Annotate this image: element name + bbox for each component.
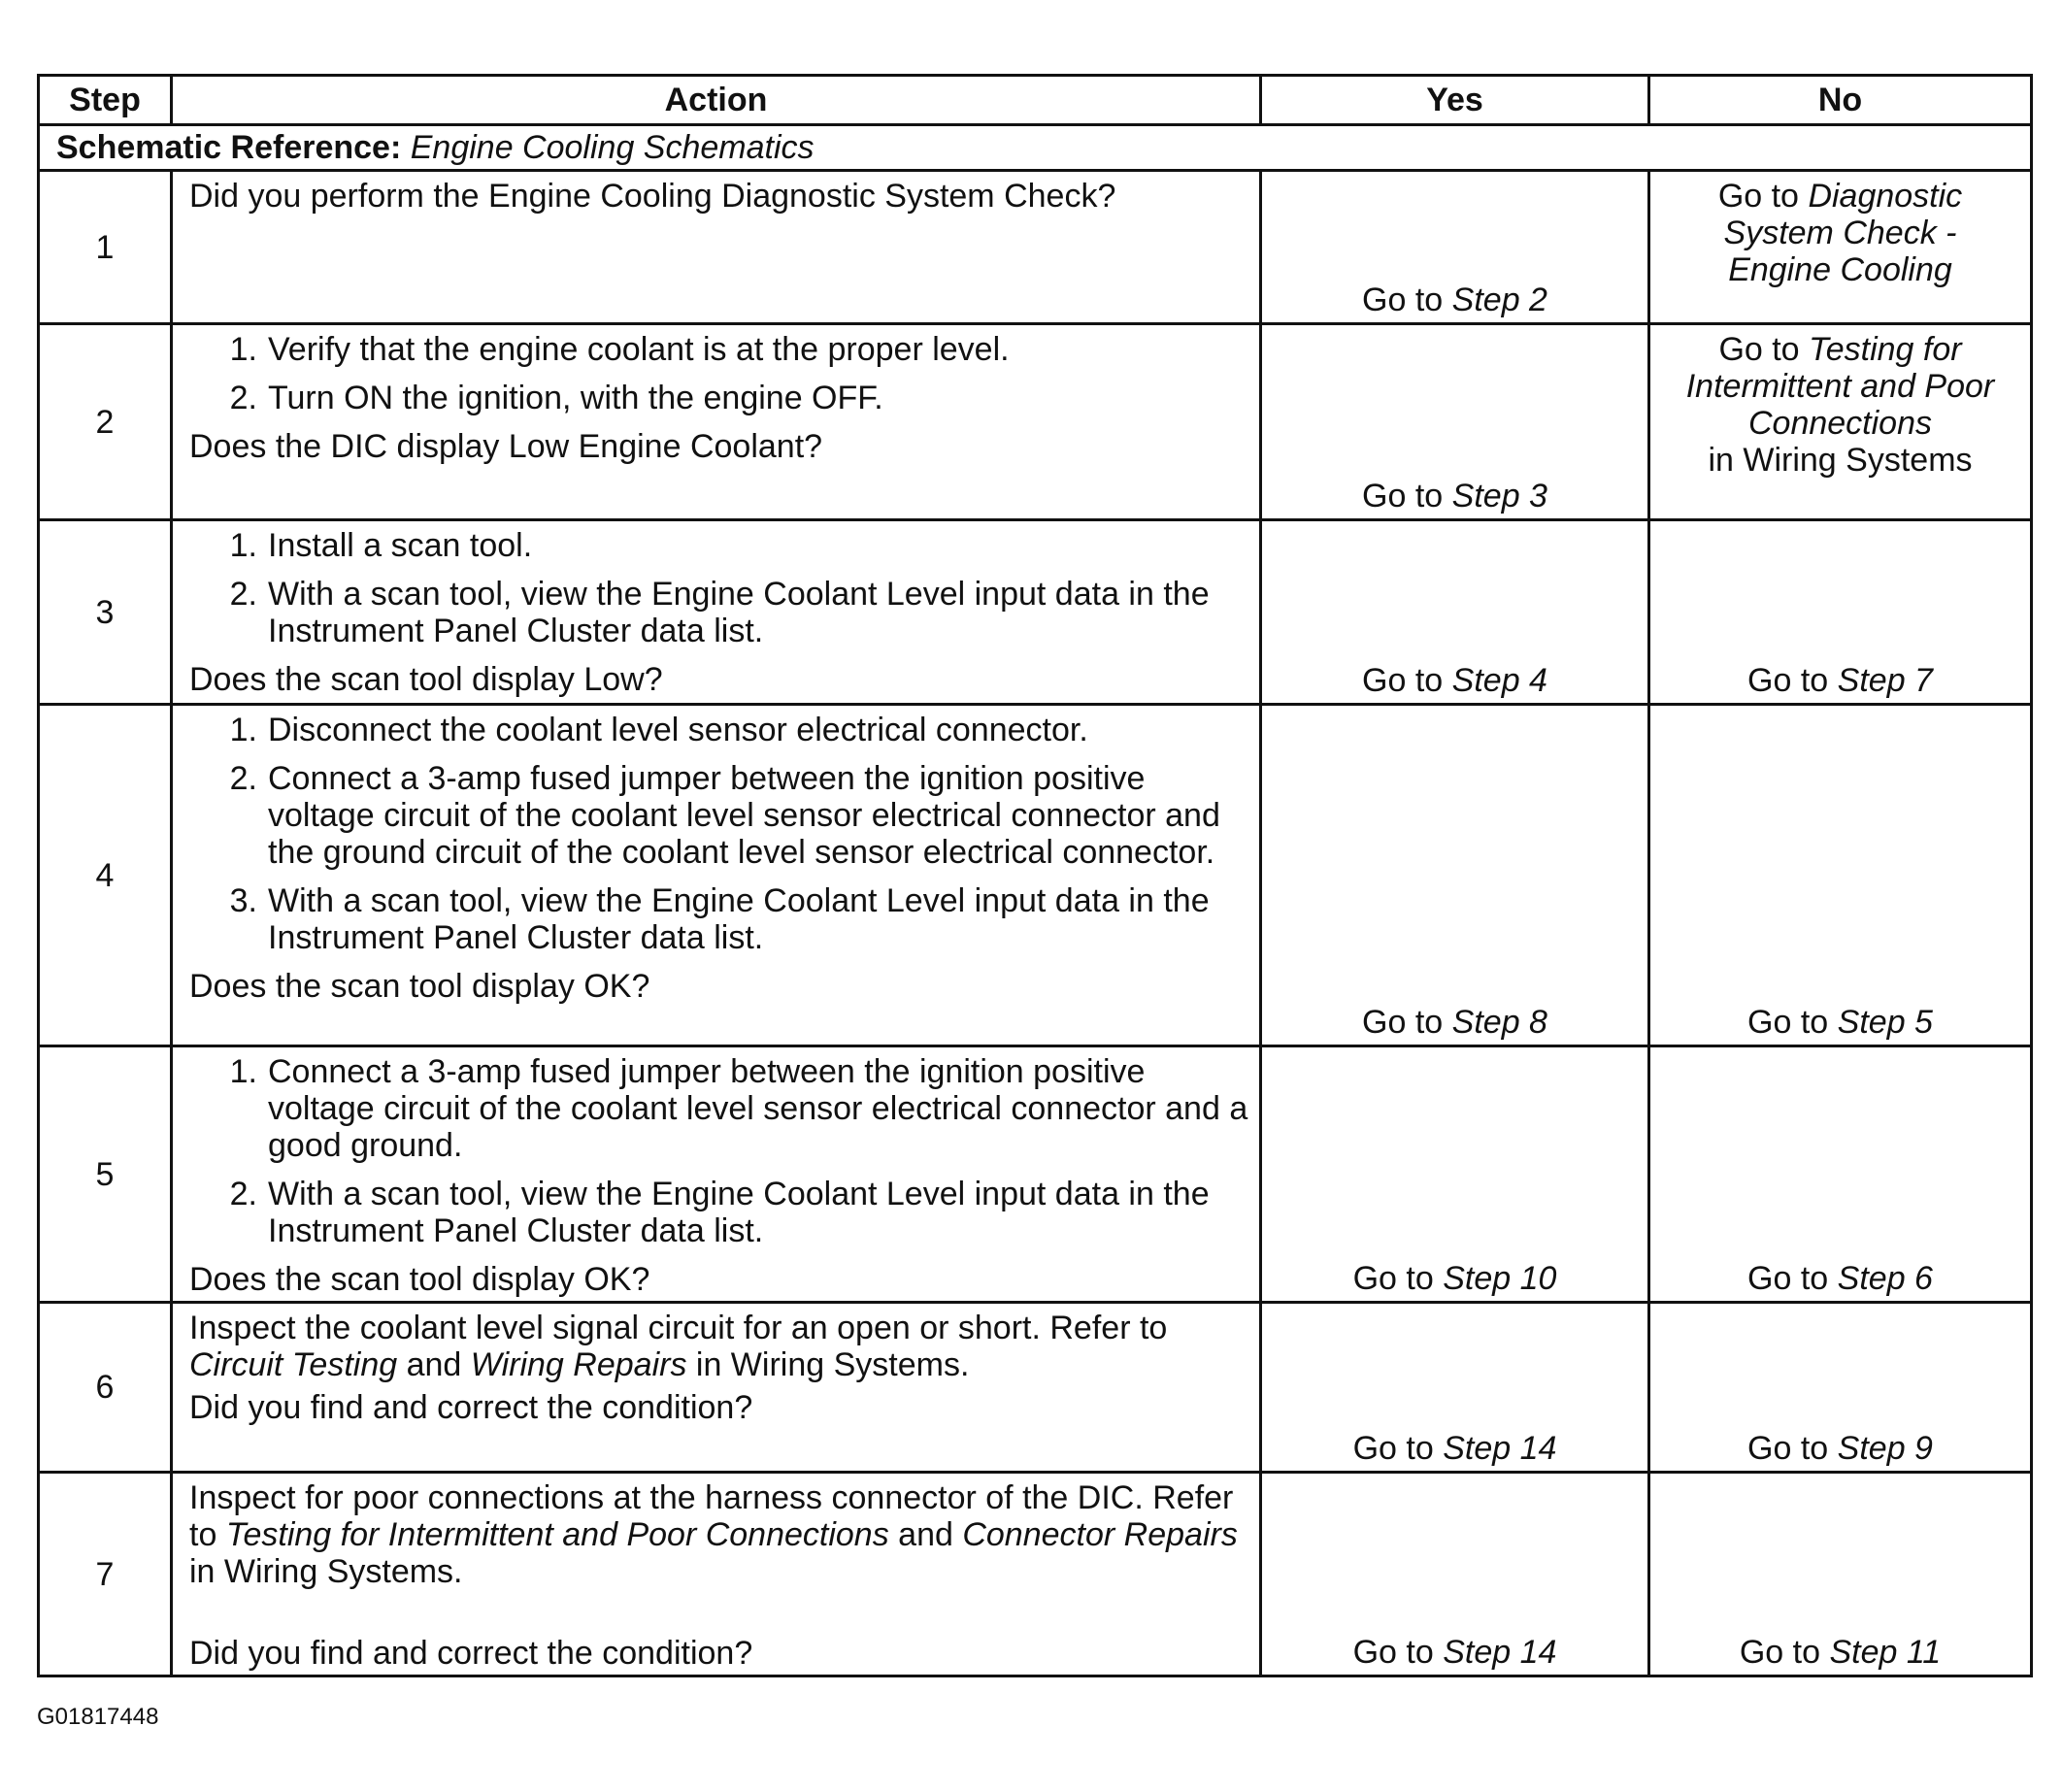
- step-row-3: [39, 520, 2032, 705]
- no-cell: Go to Step 11: [1649, 1473, 2032, 1676]
- instruction-paragraph: Inspect for poor connections at the harness connector of the DIC. Refer to Testing for Intermittent and Poor Connections and Connector Repairs in Wiring Systems.: [189, 1479, 1238, 1590]
- header-step: Step: [39, 76, 172, 125]
- no-link-line[interactable]: Engine Cooling: [1728, 251, 1952, 288]
- question-text: Does the DIC display Low Engine Coolant?: [189, 428, 823, 465]
- header-yes: Yes: [1261, 76, 1649, 125]
- yes-step-link[interactable]: Step 4: [1451, 662, 1547, 699]
- no-cell: Go to Step 9: [1649, 1303, 2032, 1473]
- yes-cell: Go to Step 3: [1261, 324, 1649, 520]
- header-action: Action: [172, 76, 1261, 125]
- step-number: 6: [39, 1303, 172, 1473]
- yes-step-link[interactable]: Step 8: [1451, 1004, 1547, 1041]
- question-text: Does the scan tool display OK?: [189, 968, 650, 1005]
- list-item: 1. Connect a 3-amp fused jumper between the ignition positive voltage circuit of the coolant level sensor electrical connector and a good ground.: [229, 1053, 1248, 1164]
- yes-cell: Go to Step 14: [1261, 1473, 1649, 1676]
- no-step-link[interactable]: Step 7: [1837, 662, 1933, 699]
- step-row-4: [39, 705, 2032, 1046]
- schematic-link[interactable]: Engine Cooling Schematics: [410, 129, 815, 166]
- instruction-paragraph: Inspect the coolant level signal circuit for an open or short. Refer to Circuit Testing and Wiring Repairs in Wiring Systems.: [189, 1310, 1168, 1383]
- instruction-list: [189, 527, 1249, 649]
- yes-cell: Go to Step 8: [1261, 705, 1649, 1046]
- yes-step-link[interactable]: Step 3: [1451, 478, 1547, 514]
- reference-link[interactable]: Circuit Testing: [189, 1346, 398, 1383]
- no-cell: Go to Diagnostic System Check - Engine Cooling: [1649, 171, 2032, 324]
- schematic-label: Schematic Reference:: [56, 129, 402, 166]
- header-no: No: [1649, 76, 2032, 125]
- yes-cell: Go to Step 10: [1261, 1046, 1649, 1303]
- yes-cell: Go to Step 14: [1261, 1303, 1649, 1473]
- no-step-link[interactable]: Step 9: [1837, 1430, 1933, 1467]
- list-item: 1. Install a scan tool.: [229, 527, 533, 564]
- action-cell: [172, 1473, 1261, 1676]
- reference-link[interactable]: Wiring Repairs: [470, 1346, 687, 1383]
- question-text: Did you find and correct the condition?: [189, 1389, 753, 1426]
- step-number: 1: [39, 171, 172, 324]
- list-item: 2. With a scan tool, view the Engine Coolant Level input data in the Instrument Panel Cluster data list.: [229, 1176, 1210, 1249]
- instruction-list: [189, 331, 1249, 416]
- step-row-7: [39, 1473, 2032, 1676]
- list-item: 2. Turn ON the ignition, with the engine OFF.: [229, 380, 883, 416]
- no-link-line[interactable]: Connections: [1747, 405, 1932, 442]
- figure-id: G01817448: [37, 1704, 159, 1730]
- no-link-line[interactable]: Diagnostic: [1808, 178, 1963, 215]
- diagnostic-table: [37, 74, 2033, 1677]
- no-step-link[interactable]: Step 5: [1837, 1004, 1933, 1041]
- step-number: 4: [39, 705, 172, 1046]
- no-cell: Go to Step 6: [1649, 1046, 2032, 1303]
- reference-link[interactable]: Testing for Intermittent and Poor Connections: [225, 1516, 889, 1553]
- no-step-link[interactable]: Step 11: [1829, 1634, 1942, 1671]
- step-number: 7: [39, 1473, 172, 1676]
- action-cell: [172, 171, 1261, 324]
- step-row-5: [39, 1046, 2032, 1303]
- instruction-list: [189, 1053, 1249, 1249]
- no-cell: Go to Step 7: [1649, 520, 2032, 705]
- list-item: 1. Disconnect the coolant level sensor electrical connector.: [229, 712, 1088, 748]
- yes-step-link[interactable]: Step 14: [1443, 1430, 1557, 1467]
- list-item: 2. With a scan tool, view the Engine Coolant Level input data in the Instrument Panel Cluster data list.: [229, 576, 1210, 649]
- yes-step-link[interactable]: Step 10: [1443, 1260, 1557, 1297]
- no-cell: Go to Testing for Intermittent and Poor Connections in Wiring Systems: [1649, 324, 2032, 520]
- instruction-list: [189, 712, 1249, 956]
- yes-cell: Go to Step 2: [1261, 171, 1649, 324]
- no-cell: Go to Step 5: [1649, 705, 2032, 1046]
- question-text: Does the scan tool display Low?: [189, 661, 663, 698]
- step-row-1: [39, 171, 2032, 324]
- list-item: 2. Connect a 3-amp fused jumper between the ignition positive voltage circuit of the coolant level sensor electrical connector and the ground circuit of the coolant level sensor electrical connector.: [229, 760, 1220, 871]
- question-text: Did you perform the Engine Cooling Diagnostic System Check?: [189, 178, 1116, 215]
- action-cell: [172, 705, 1261, 1046]
- action-cell: [172, 1046, 1261, 1303]
- step-number: 2: [39, 324, 172, 520]
- schematic-reference-row: [39, 125, 2032, 171]
- step-number: 5: [39, 1046, 172, 1303]
- yes-step-link[interactable]: Step 14: [1443, 1634, 1557, 1671]
- action-cell: [172, 520, 1261, 705]
- reference-link[interactable]: Connector Repairs: [962, 1516, 1238, 1553]
- step-row-2: [39, 324, 2032, 520]
- list-item: 3. With a scan tool, view the Engine Coolant Level input data in the Instrument Panel Cluster data list.: [229, 882, 1210, 956]
- no-suffix: in Wiring Systems: [1708, 442, 1973, 479]
- yes-step-link[interactable]: Step 2: [1451, 282, 1547, 318]
- no-link-line[interactable]: System Check -: [1723, 215, 1957, 251]
- yes-cell: Go to Step 4: [1261, 520, 1649, 705]
- question-text: Does the scan tool display OK?: [189, 1261, 650, 1298]
- no-step-link[interactable]: Step 6: [1837, 1260, 1933, 1297]
- step-row-6: [39, 1303, 2032, 1473]
- question-text: Did you find and correct the condition?: [189, 1635, 753, 1672]
- step-number: 3: [39, 520, 172, 705]
- header-row: [39, 76, 2032, 125]
- no-link-line[interactable]: Intermittent and Poor: [1685, 368, 1995, 405]
- no-link-line[interactable]: Testing for: [1809, 331, 1962, 368]
- action-cell: [172, 1303, 1261, 1473]
- list-item: 1. Verify that the engine coolant is at the proper level.: [229, 331, 1010, 368]
- action-cell: [172, 324, 1261, 520]
